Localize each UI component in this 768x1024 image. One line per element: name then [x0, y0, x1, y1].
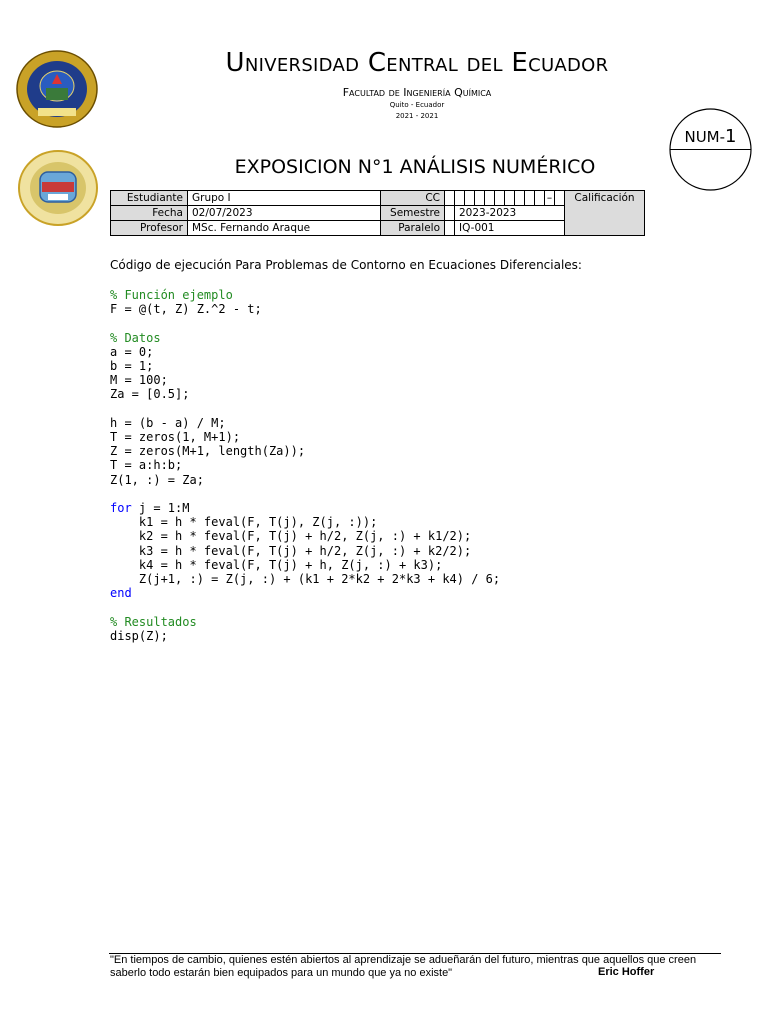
student-value: Grupo I [188, 191, 381, 206]
cc-label: CC [381, 191, 445, 206]
parallel-value: IQ-001 [455, 221, 565, 236]
intro-text: Código de ejecución Para Problemas de Contorno en Ecuaciones Diferenciales: [110, 258, 582, 272]
code-line: Z = zeros(M+1, length(Za)); [110, 444, 306, 459]
cc-digit [445, 191, 455, 206]
code-block [110, 288, 500, 643]
date-label: Fecha [111, 206, 188, 221]
code-line: M = 100; [110, 373, 168, 388]
code-keyword: end [110, 586, 132, 601]
professor-value: MSc. Fernando Araque [188, 221, 381, 236]
code-line: b = 1; [110, 359, 154, 374]
code-comment: % Datos [110, 330, 161, 345]
university-name: Universidad Central del Ecuador [225, 48, 609, 78]
city-text: Quito - Ecuador [389, 101, 445, 109]
date-value: 02/07/2023 [188, 206, 381, 221]
cc-digit [465, 191, 475, 206]
cc-digit [555, 191, 565, 206]
footer-author: Eric Hoffer [598, 966, 655, 978]
code-line: a = 0; [110, 344, 154, 359]
badge-prefix: NUM- [684, 128, 726, 146]
footer-quote: "En tiempos de cambio, quienes estén abiertos al aprendizaje se adueñarán del futuro, mientras que aquellos que creen saberlo todo estarán bien equipados para un mundo que ya no existe" [110, 954, 697, 979]
code-line: T = zeros(1, M+1); [110, 430, 241, 445]
grade-label: Calificación [565, 191, 645, 236]
parallel-label: Paralelo [381, 221, 445, 236]
code-line: k1 = h * feval(F, T(j), Z(j, :)); [110, 515, 378, 530]
semester-label: Semestre [381, 206, 445, 221]
code-comment: % Función ejemplo [110, 288, 233, 302]
cc-digit [535, 191, 545, 206]
cc-digit [485, 191, 495, 206]
code-line: Z(1, :) = Za; [110, 472, 204, 487]
code-line: k3 = h * feval(F, T(j) + h/2, Z(j, :) + k2/2); [110, 543, 472, 558]
faculty-seal-logo [18, 150, 98, 226]
student-info-table [110, 190, 645, 236]
code-line: h = (b - a) / M; [110, 415, 226, 430]
code-line: Za = [0.5]; [110, 387, 190, 402]
code-line: T = a:h:b; [110, 458, 183, 473]
code-line: Z(j+1, :) = Z(j, :) + (k1 + 2*k2 + 2*k3 + k4) / 6; [110, 572, 501, 587]
semester-value: 2023-2023 [455, 206, 565, 221]
course-badge-circle [669, 108, 752, 191]
cc-digit [475, 191, 485, 206]
code-comment: % Resultados [110, 614, 197, 629]
years-text: 2021 - 2021 [395, 112, 439, 120]
blank-cell [445, 221, 455, 236]
faculty-name: Facultad de Ingeniería Química [342, 86, 492, 99]
student-label: Estudiante [111, 191, 188, 206]
cc-digit [525, 191, 535, 206]
code-line: k2 = h * feval(F, T(j) + h/2, Z(j, :) + k1/2); [110, 529, 472, 544]
course-badge-label [669, 126, 752, 147]
cc-digit [455, 191, 465, 206]
university-seal-logo [16, 50, 98, 128]
blank-cell [445, 206, 455, 221]
code-line: j = 1:M [131, 501, 190, 516]
cc-digit [495, 191, 505, 206]
code-line: F = @(t, Z) Z.^2 - t; [110, 302, 262, 317]
code-line: disp(Z); [110, 628, 168, 643]
cc-digit [515, 191, 525, 206]
code-line: k4 = h * feval(F, T(j) + h, Z(j, :) + k3); [110, 557, 443, 572]
badge-number: 1 [725, 126, 737, 147]
cc-digit [505, 191, 515, 206]
professor-label: Profesor [111, 221, 188, 236]
code-keyword: for [110, 501, 132, 516]
cc-dash: – [545, 191, 555, 206]
document-title: EXPOSICION N°1 ANÁLISIS NUMÉRICO [234, 156, 596, 178]
